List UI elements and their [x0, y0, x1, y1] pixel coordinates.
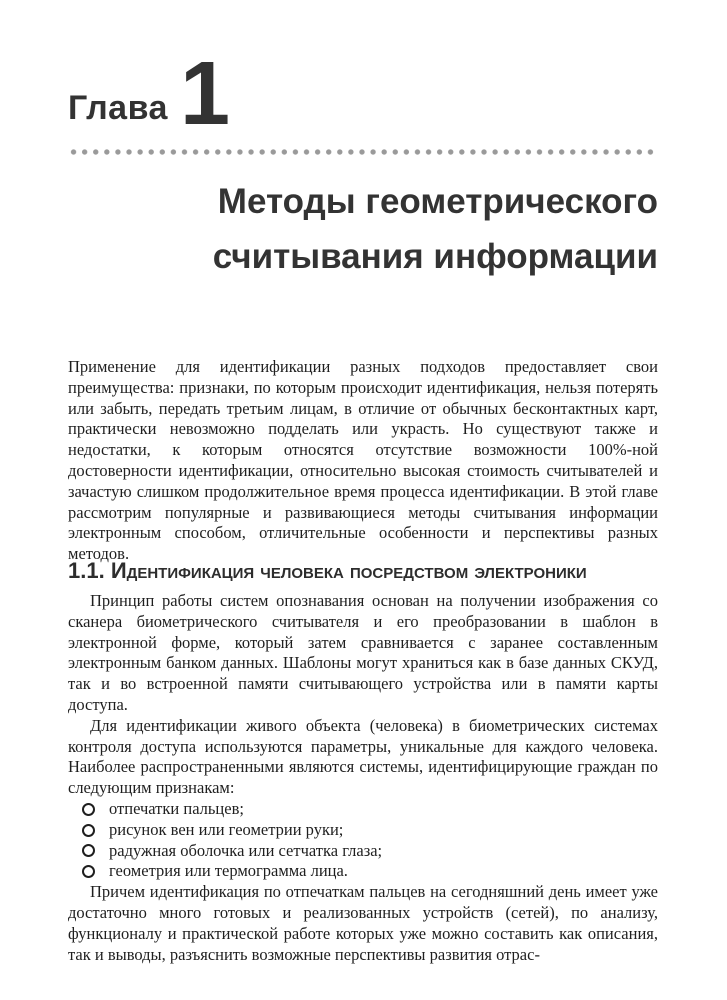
section-number: 1.1. — [68, 558, 105, 583]
list-item-text: рисунок вен или геометрии руки; — [109, 819, 344, 839]
list-item-text: геометрия или термограмма лица. — [109, 861, 348, 881]
list-item — [82, 820, 658, 841]
list-item — [82, 861, 658, 882]
circle-bullet-icon — [82, 865, 95, 878]
section-title: Идентификация человека посредством электроники — [110, 558, 587, 583]
chapter-label: Глава — [68, 88, 168, 127]
list-item-text: радужная оболочка или сетчатка глаза; — [109, 840, 383, 860]
chapter-number: 1 — [179, 44, 231, 144]
chapter-title-line: Методы геометрического — [217, 182, 658, 221]
list-item-text: отпечатки пальцев; — [109, 798, 244, 818]
chapter-title — [68, 174, 658, 284]
circle-bullet-icon — [82, 824, 95, 837]
intro-paragraph: Применение для идентификации разных подходов предоставляет свои преимущества: признаки, по которым происходит идентификация, нельзя потерять или забыть, передать третьим лицам, в отличие от обычных бесконтактных карт, практически невозможно подделать или украсть. Но существуют также и недостатки, к которым относятся отсутствие возможности 100%-ной достоверности идентификации, относительно высокая стоимость считывателей и зачастую слишком продолжительное время процесса идентификации. В этой главе рассмотрим популярные и развивающиеся методы считывания информации электронным способом, отличительные особенности и перспективы разных методов. — [68, 357, 658, 564]
body-paragraph: Принцип работы систем опознавания основан на получении изображения со сканера биометрического считывателя и его преобразовании в шаблон в электронной форме, который затем сравнивается с заранее составленным электронным банком данных. Шаблоны могут храниться как в базе данных СКУД, так и во встроенной памяти считывающего устройства или в памяти карты доступа. — [68, 591, 658, 714]
section-body — [68, 591, 658, 965]
list-item — [82, 841, 658, 862]
dotted-divider — [68, 147, 658, 157]
chapter-header — [68, 44, 231, 144]
body-paragraph: Причем идентификация по отпечаткам пальцев на сегодняшний день имеет уже достаточно много готовых и реализованных устройств (сетей), по анализу, функционалу и практической работе которых уже можно составить как описания, так и выводы, разъяснить возможные перспективы развития отрас- — [68, 882, 658, 964]
chapter-title-line: считывания информации — [212, 237, 658, 276]
section-heading — [68, 558, 668, 584]
circle-bullet-icon — [82, 803, 95, 816]
feature-list — [68, 799, 658, 882]
body-paragraph: Для идентификации живого объекта (человека) в биометрических системах контроля доступа используются параметры, уникальные для каждого человека. Наиболее распространенными являются системы, идентифицирующие граждан по следующим признакам: — [68, 715, 658, 798]
circle-bullet-icon — [82, 844, 95, 857]
list-item — [82, 799, 658, 820]
